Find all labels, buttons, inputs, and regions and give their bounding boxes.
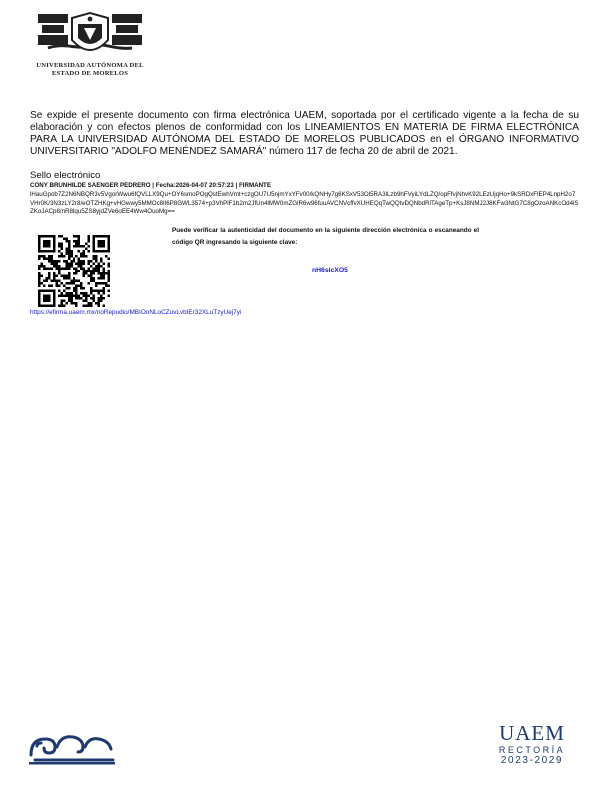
verification-instructions: Puede verificar la autenticidad del documento en la siguiente dirección electrónica o escaneando el código QR ingresando la siguiente clave:: [172, 227, 479, 246]
seal-title: Sello electrónico: [30, 170, 101, 181]
signature-hash: lHauGpob7Z2N6NBQR3v5VgorWwu6fQVLLX9Qu+OY6smoPOgQstEwhVmt+czgOU7U5njmYxYFv00/kQNHy7g6KSxV53Ol5RA3lLzb9hFVyiLYdLZQ/opFfvjNhvK92LEzUjqHo+9kSRDxFlEP4LnpH2o7VHr0K/3N3zLY2r8/eOTZHKg+vHGwwy5MMOc8lI6P8GWL3574+p3VhPlF1b2m2JfUn4lMW0mZGlR6w96fuuAVCNVcffvXUHEQqTwQQtvDQNbdRiTAgeTp+KsJ8NMJ2J8KFw3NtG7C8gOzoANKcOd4iSZKoJACp8/nR8lqu5ZS8yjdZVe6oEE4Ww4OuoMg==: [30, 191, 579, 216]
uaem-rectoria-brand: [497, 722, 567, 766]
qr-code[interactable]: [38, 235, 110, 307]
brand-period: 2023-2029: [500, 755, 564, 766]
university-logo: [34, 12, 146, 78]
university-seal-icon: [36, 12, 144, 62]
verification-code: nH6slcXO5: [312, 267, 348, 274]
brand-office: RECTORÍA: [498, 745, 566, 755]
institution-name-line2: ESTADO DE MORELOS: [51, 70, 129, 77]
verification-url[interactable]: https://efirma.uaem.mx/noRepudio/MBIOoNLoCZuvLvbIEr32XLuTzyUej7yi: [30, 309, 242, 316]
signer-line: CONY BRUNHILDE SAENGER PEDRERO | Fecha:2026-04-07 20:57:23 | FIRMANTE: [30, 182, 271, 189]
wave-logo-icon: [27, 727, 117, 765]
legal-paragraph: Se expide el presente documento con firma electrónica UAEM, soportada por el certificado vigente a la fecha de su elaboración y con efectos plenos de conformidad con los LINEAMIENTOS EN MATERIA DE FIRMA ELECTRÓNICA PARA LA UNIVERSIDAD AUTÓNOMA DEL ESTADO DE MORELOS PUBLICADOS en el ÓRGANO INFORMATIVO UNIVERSITARIO "ADOLFO MENÉNDEZ SAMARÁ" número 117 de fecha 20 de abril de 2021.: [30, 110, 579, 157]
institution-name-line1: UNIVERSIDAD AUTÓNOMA DEL: [36, 62, 144, 69]
brand-name: UAEM: [499, 721, 565, 745]
